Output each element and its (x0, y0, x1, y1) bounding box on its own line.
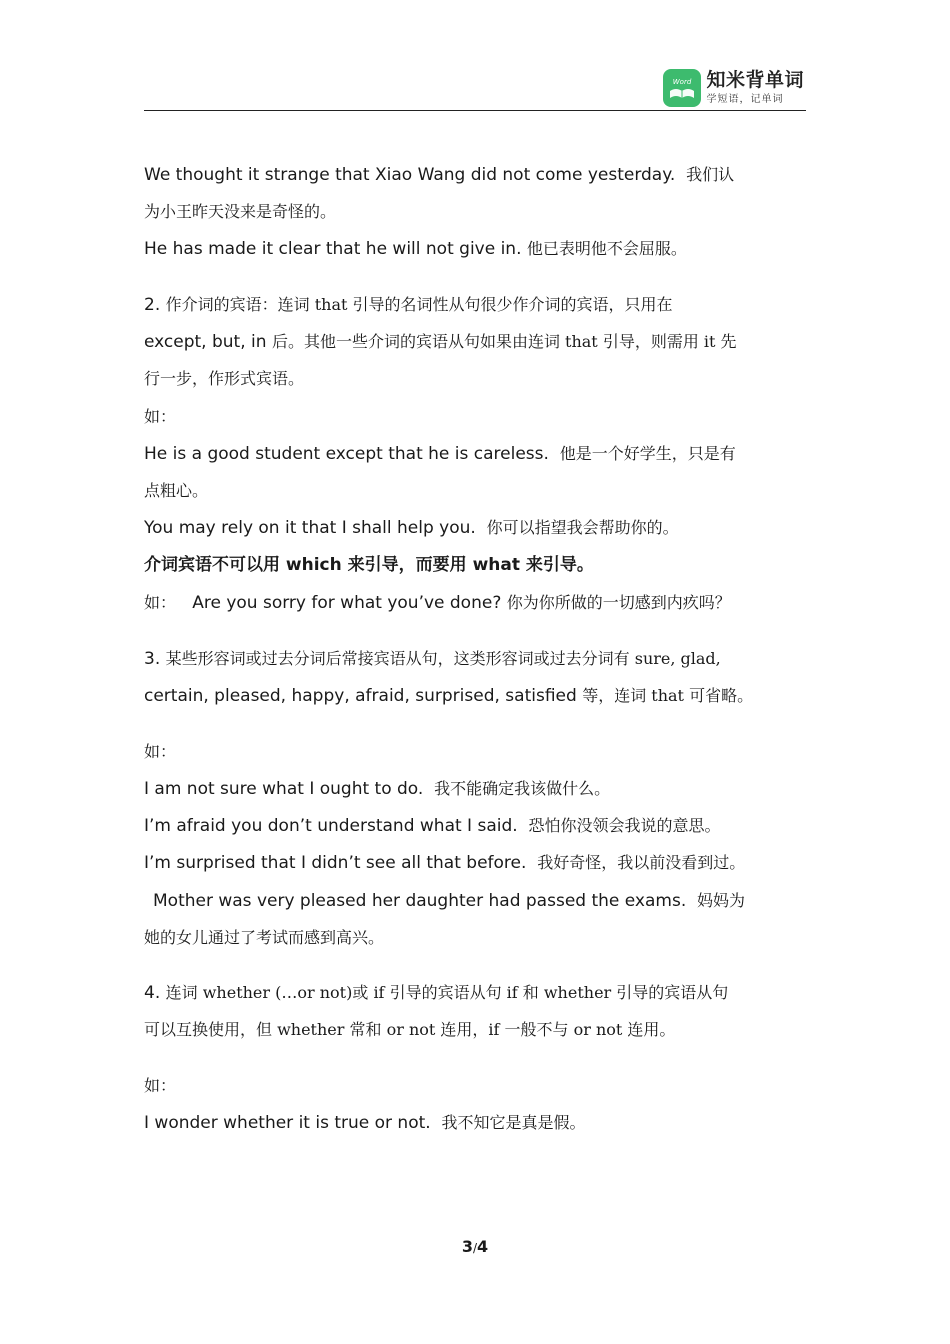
text-line (144, 815, 721, 837)
bold-note: 介词宾语不可以用 which 来引导，而要用 what 来引导。 (144, 555, 594, 575)
english-text: He has made it clear that he will not give in. (144, 239, 522, 259)
section-number: 3. (144, 649, 161, 669)
chinese-text: 后。其他一些介词的宾语从句如果由连词 that 引导，则需用 it 先 (271, 332, 737, 351)
chinese-text: 等，连词 that 可省略。 (582, 686, 754, 705)
text-line (144, 778, 610, 800)
text-line (144, 201, 336, 223)
chinese-text: 她的女儿通过了考试而感到高兴。 (144, 928, 385, 947)
section-heading (144, 648, 721, 670)
text-line (144, 368, 304, 390)
page-number (0, 1237, 950, 1256)
chinese-text: 为小王昨天没来是奇怪的。 (144, 202, 337, 221)
chinese-text: 作介词的宾语：连词 that 引导的名词性从句很少作介词的宾语，只用在 (165, 295, 673, 314)
page-current: 3 (461, 1237, 473, 1256)
text-line (144, 927, 384, 949)
chinese-text: 妈妈为 (697, 891, 746, 910)
page-separator: / (472, 1241, 478, 1255)
text-line (144, 443, 736, 465)
section-number: 2. (144, 295, 161, 315)
section-number: 4. (144, 983, 161, 1003)
english-text: Mother was very pleased her daughter had passed the exams. (153, 891, 687, 911)
chinese-text: 你可以指望我会帮助你的。 (486, 518, 679, 537)
section-heading (144, 294, 673, 316)
section-heading (144, 982, 728, 1004)
text-line (144, 238, 687, 260)
chinese-text: 你为你所做的一切感到内疚吗？ (506, 593, 731, 612)
text-line (144, 852, 745, 874)
english-text: We thought it strange that Xiao Wang did not come yesterday. (144, 165, 676, 185)
chinese-text: 某些形容词或过去分词后常接宾语从句，这类形容词或过去分词有 sure, glad, (165, 649, 721, 668)
text-line (144, 685, 753, 707)
text-line (144, 1112, 586, 1134)
text-line (144, 517, 679, 539)
chinese-text: 连词 whether (…or not)或 if 引导的宾语从句 if 和 whether 引导的宾语从句 (165, 983, 729, 1002)
example-label: 如： (144, 742, 177, 761)
brand-slogan: 学短语，记单词 (706, 94, 784, 105)
text-line (144, 406, 176, 428)
text-line (144, 1075, 176, 1097)
text-line (144, 741, 176, 763)
english-text: I’m afraid you don’t understand what I said. (144, 816, 518, 836)
chinese-text: 我们认 (686, 165, 735, 184)
chinese-text: 他已表明他不会屈服。 (526, 239, 687, 258)
brand-name: 知米背单词 (706, 69, 804, 91)
text-line (144, 331, 737, 353)
english-text: I’m surprised that I didn’t see all that before. (144, 853, 527, 873)
english-text: I am not sure what I ought to do. (144, 779, 424, 799)
text-line (144, 1019, 675, 1041)
chinese-text: 我好奇怪，我以前没看到过。 (537, 853, 746, 872)
text-line (144, 592, 731, 614)
chinese-text: 他是一个好学生，只是有 (559, 444, 736, 463)
chinese-text: 恐怕你没领会我说的意思。 (528, 816, 721, 835)
chinese-text: 行一步，作形式宾语。 (144, 369, 305, 388)
logo-icon-word: Word (673, 78, 692, 86)
chinese-text: 我不能确定我该做什么。 (434, 779, 611, 798)
book-icon (663, 69, 701, 107)
text-line (144, 164, 734, 186)
english-text: certain, pleased, happy, afraid, surprised, satisfied (144, 686, 577, 706)
english-text: I wonder whether it is true or not. (144, 1113, 431, 1133)
text-line (144, 480, 208, 502)
text-line-bold (144, 554, 594, 576)
chinese-text: 可以互换使用，但 whether 常和 or not 连用，if 一般不与 or not 连用。 (144, 1020, 676, 1039)
text-line (153, 890, 745, 912)
chinese-text: 点粗心。 (144, 481, 209, 500)
page-header (144, 62, 806, 111)
page-total: 4 (477, 1237, 489, 1256)
english-text: You may rely on it that I shall help you. (144, 518, 476, 538)
example-label: 如： (144, 407, 177, 426)
brand-logo (663, 67, 804, 109)
example-label: 如： (144, 1076, 177, 1095)
example-label: 如： (144, 593, 177, 612)
english-text: Are you sorry for what you’ve done? (192, 593, 502, 613)
chinese-text: 我不知它是真是假。 (441, 1113, 586, 1132)
english-text: except, but, in (144, 332, 267, 352)
english-text: He is a good student except that he is careless. (144, 444, 549, 464)
